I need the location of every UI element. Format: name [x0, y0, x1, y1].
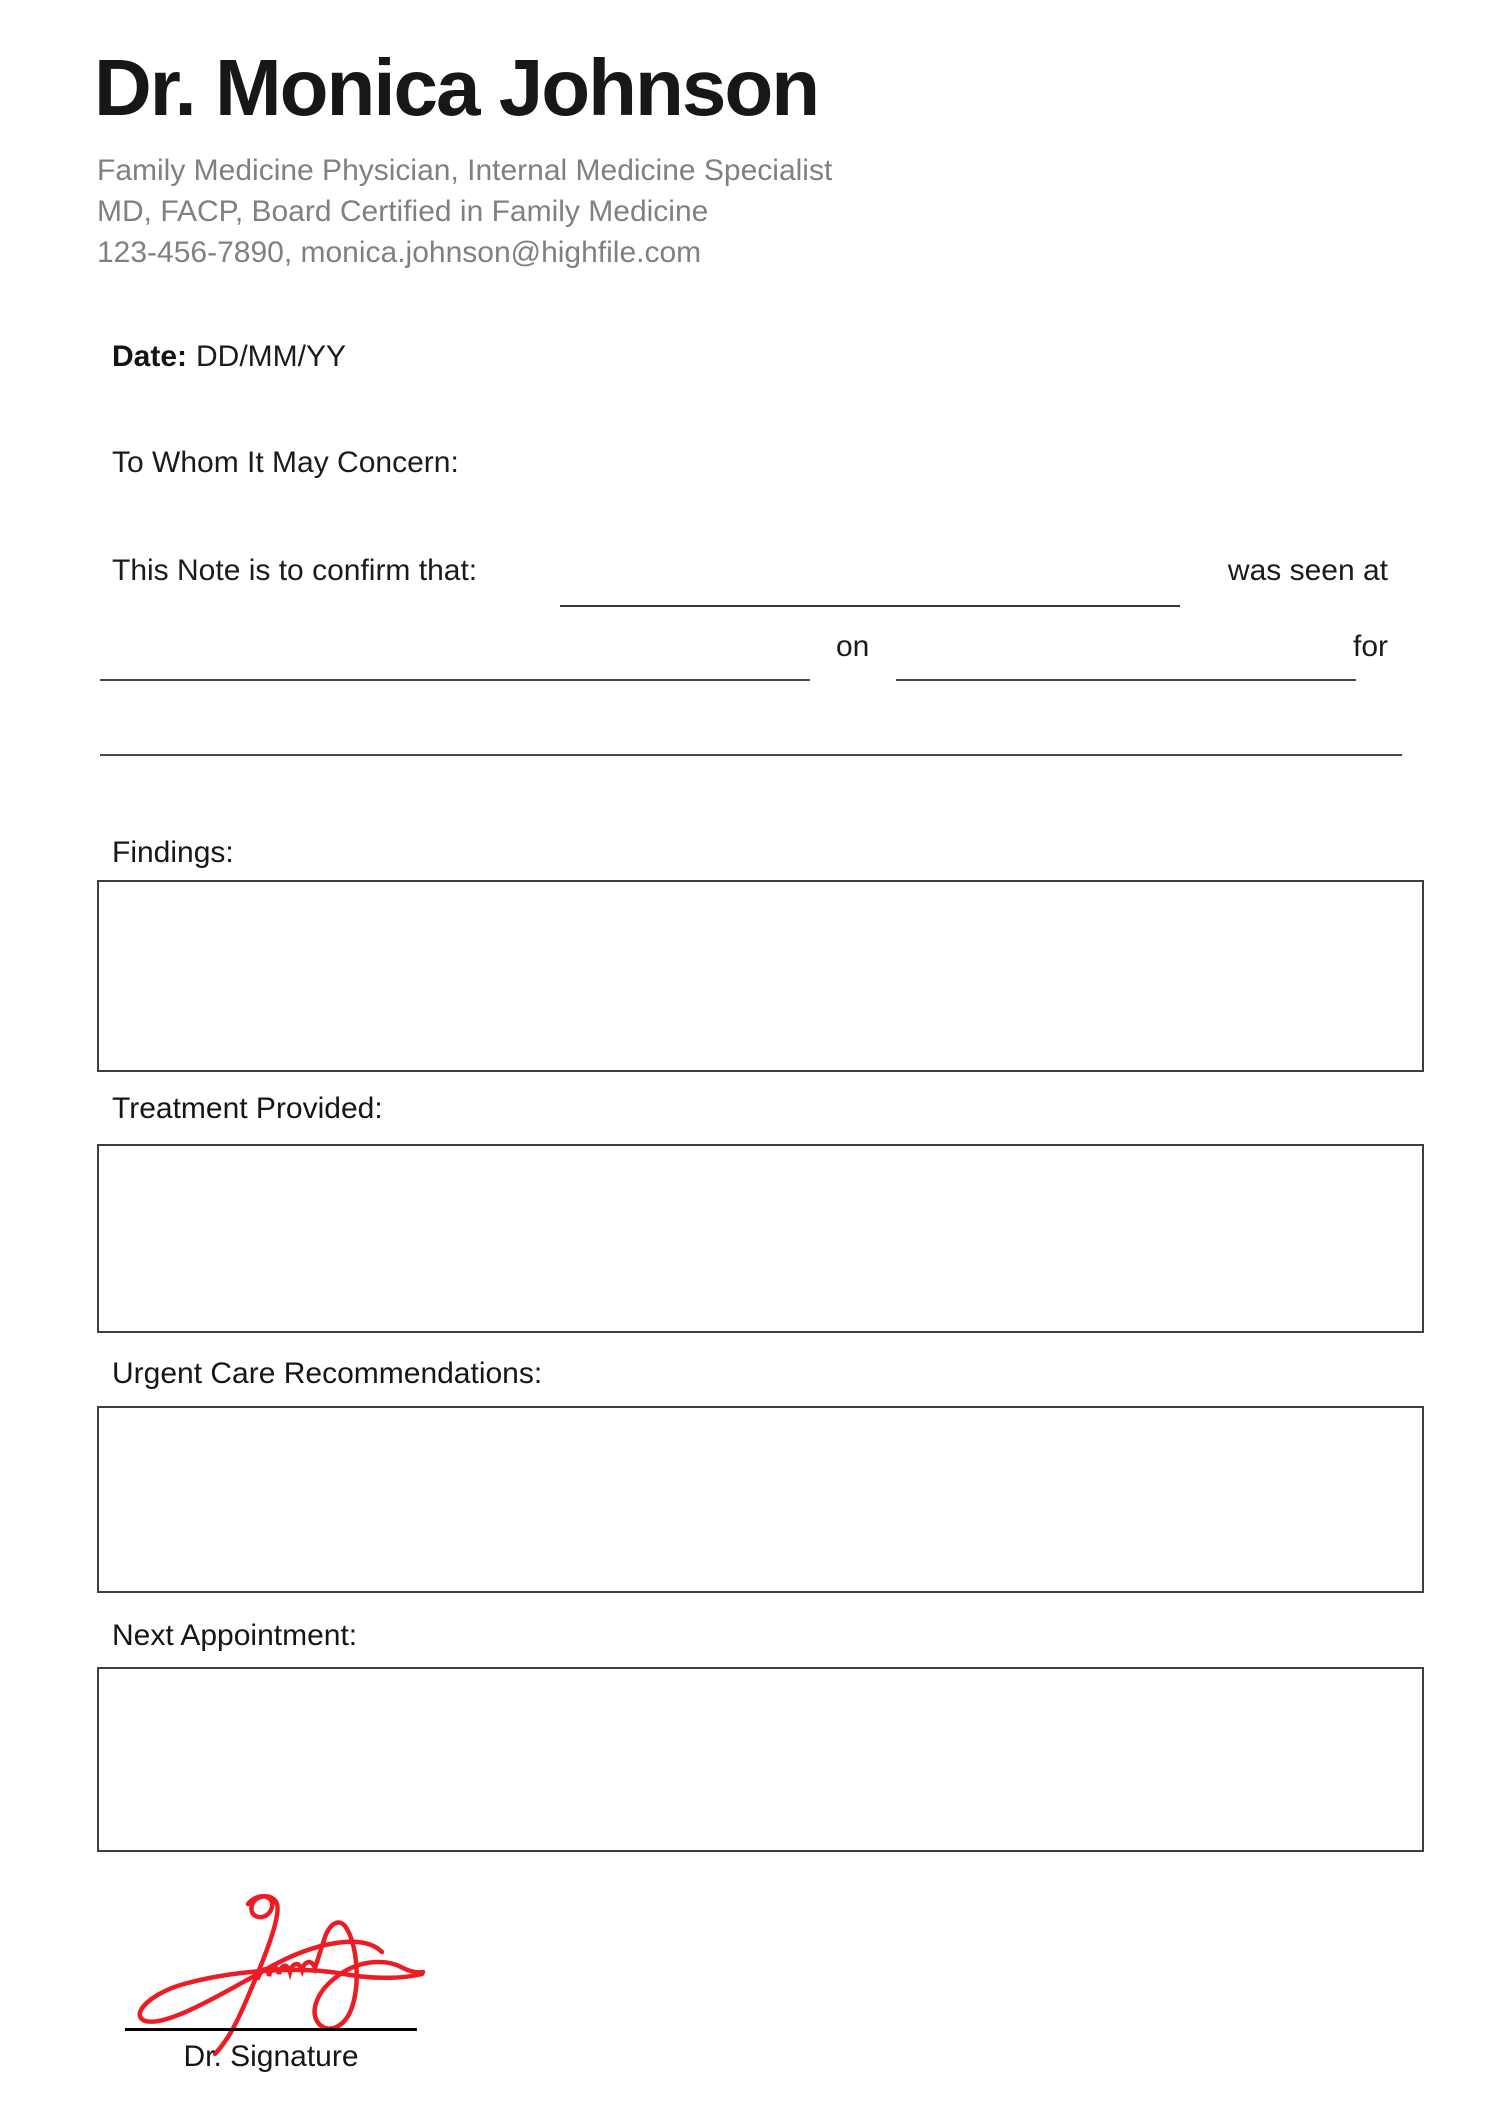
patient-name-blank[interactable] [560, 605, 1180, 607]
salutation: To Whom It May Concern: [112, 446, 459, 479]
urgent-care-recommendations-label: Urgent Care Recommendations: [112, 1357, 543, 1390]
urgent-care-recommendations-box[interactable] [97, 1406, 1424, 1593]
findings-box[interactable] [97, 880, 1424, 1072]
next-appointment-label: Next Appointment: [112, 1619, 358, 1652]
date-line [112, 340, 346, 374]
next-appointment-box[interactable] [97, 1667, 1424, 1852]
signature-line [125, 2028, 417, 2031]
doctor-credentials [97, 150, 832, 273]
signature-ink [130, 1890, 430, 2058]
confirm-lead-text: This Note is to confirm that: [112, 554, 478, 587]
date-value[interactable]: DD/MM/YY [196, 340, 347, 373]
doctor-name: Dr. Monica Johnson [94, 43, 819, 132]
contact-line: 123-456-7890, monica.johnson@highfile.com [97, 236, 702, 269]
treatment-provided-box[interactable] [97, 1144, 1424, 1333]
credentials-line-specialty: Family Medicine Physician, Internal Medicine Specialist [97, 154, 833, 187]
reason-blank[interactable] [100, 754, 1402, 756]
credentials-line-certification: MD, FACP, Board Certified in Family Medicine [97, 195, 709, 228]
seen-on-date-blank[interactable] [896, 679, 1356, 681]
findings-label: Findings: [112, 836, 234, 869]
on-text: on [836, 630, 870, 663]
was-seen-at-text: was seen at [1227, 554, 1388, 587]
signature-label: Dr. Signature [183, 2040, 359, 2073]
date-label: Date: [112, 340, 188, 373]
treatment-provided-label: Treatment Provided: [112, 1092, 383, 1125]
seen-at-location-blank[interactable] [100, 679, 810, 681]
for-text: for [1352, 630, 1388, 663]
